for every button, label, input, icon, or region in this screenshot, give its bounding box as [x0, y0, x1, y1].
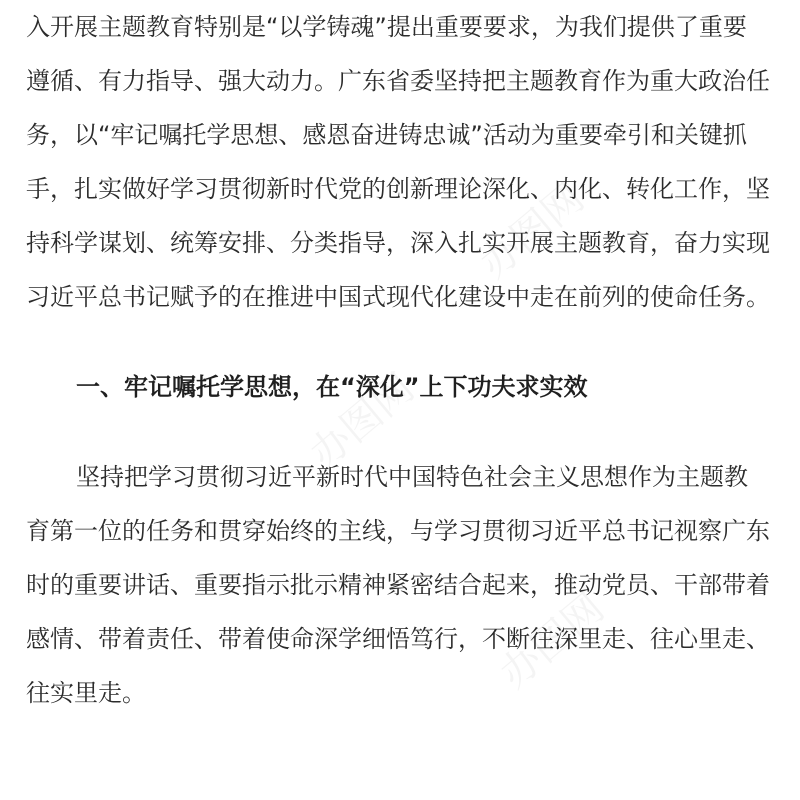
watermark-logo: 办图网: [301, 364, 423, 478]
text-line: 时的重要讲话、重要指示批示精神紧密结合起来，推动党员、干部带着: [26, 571, 770, 599]
text-line: 持科学谋划、统筹安排、分类指导，深入扎实开展主题教育，奋力实现: [26, 229, 770, 257]
text-line: 育第一位的任务和贯穿始终的主线，与学习贯彻习近平总书记视察广东: [26, 517, 770, 545]
watermark-logo: 办图网: [471, 174, 593, 288]
text-line: 坚持把学习贯彻习近平新时代中国特色社会主义思想作为主题教: [76, 463, 748, 491]
text-line: 往实里走。: [26, 679, 146, 707]
section-heading: 一、牢记嘱托学思想，在“深化”上下功夫求实效: [76, 373, 588, 401]
watermark-logo: 办图网: [491, 584, 613, 698]
text-line: 习近平总书记赋予的在推进中国式现代化建设中走在前列的使命任务。: [26, 283, 770, 311]
text-line: 手，扎实做好学习贯彻新时代党的创新理论深化、内化、转化工作，坚: [26, 175, 770, 203]
text-line: 感情、带着责任、带着使命深学细悟笃行，不断往深里走、往心里走、: [26, 625, 770, 653]
text-line: 务，以“牢记嘱托学思想、感恩奋进铸忠诚”活动为重要牵引和关键抓: [26, 121, 747, 149]
text-line: 遵循、有力指导、强大动力。广东省委坚持把主题教育作为重大政治任: [26, 67, 770, 95]
text-line: 入开展主题教育特别是“以学铸魂”提出重要要求，为我们提供了重要: [26, 13, 747, 41]
